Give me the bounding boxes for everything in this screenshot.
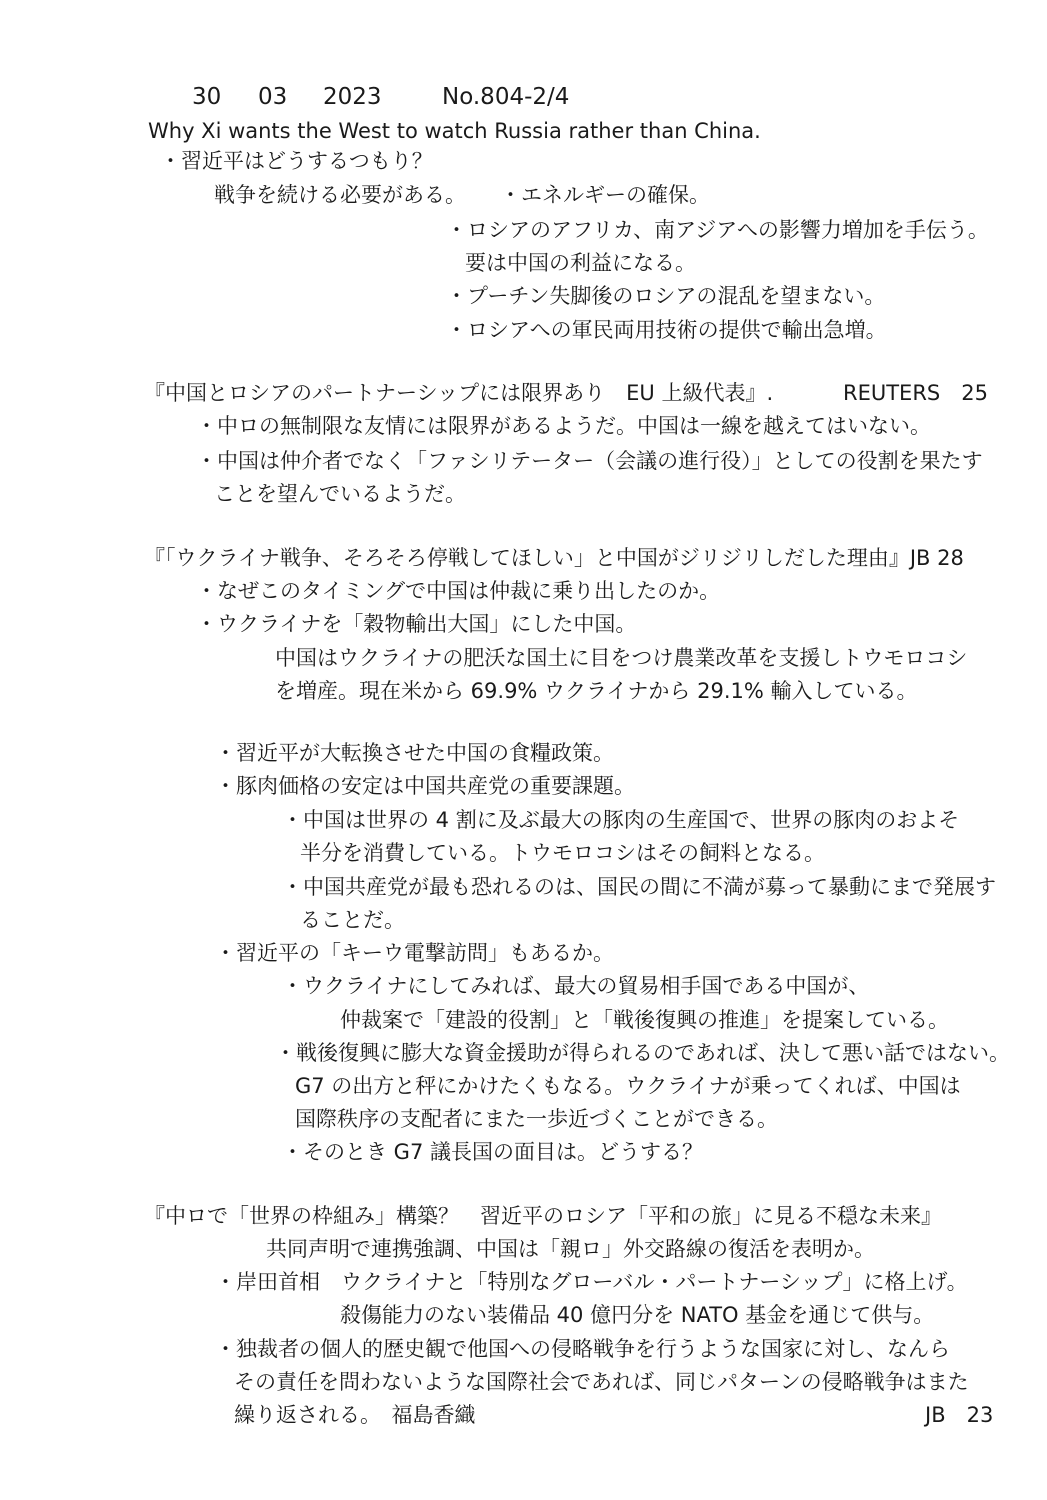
article-title: 『「ウクライナ戦争、そろそろ停戦してほしい」と中国がジリジリしだした理由』JB 28 <box>144 546 964 570</box>
text-line: ・ロシアのアフリカ、南アジアへの影響力増加を手伝う。 <box>446 218 989 242</box>
text-line: G7 の出方と秤にかけたくもなる。ウクライナが乗ってくれば、中国は <box>295 1074 961 1098</box>
text-line: ・独裁者の個人的歴史観で他国への侵略戦争を行うような国家に対し、なんら <box>215 1337 950 1361</box>
text-line: ・中国は世界の 4 割に及ぶ最大の豚肉の生産国で、世界の豚肉のおよそ <box>282 808 960 832</box>
text-line: 半分を消費している。トウモロコシはその飼料となる。 <box>300 841 825 865</box>
document-number: No.804-2/4 <box>442 84 570 110</box>
text-line: 共同声明で連携強調、中国は「親ロ」外交路線の復活を表明か。 <box>266 1237 875 1261</box>
text-line: を増産。現在米から 69.9% ウクライナから 29.1% 輸入している。 <box>275 679 918 703</box>
date-day: 30 <box>192 84 222 110</box>
text-line: ・エネルギーの確保。 <box>500 183 710 207</box>
text-line: ・ウクライナを「穀物輸出大国」にした中国。 <box>196 612 637 636</box>
text-line: ・なぜこのタイミングで中国は仲裁に乗り出したのか。 <box>196 579 721 603</box>
text-line: ・中ロの無制限な友情には限界があるようだ。中国は一線を越えてはいない。 <box>196 414 931 438</box>
date-year: 2023 <box>323 84 382 110</box>
text-line: 国際秩序の支配者にまた一歩近づくことができる。 <box>295 1107 778 1131</box>
text-line: 中国はウクライナの肥沃な国土に目をつけ農業改革を支援しトウモロコシ <box>275 646 968 670</box>
text-line: 要は中国の利益になる。 <box>465 251 696 275</box>
text-line: 殺傷能力のない装備品 40 億円分を NATO 基金を通じて供与。 <box>340 1303 935 1327</box>
text-line: 戦争を続ける必要がある。 <box>214 183 466 207</box>
text-line: 繰り返される。 福島香織 <box>234 1403 476 1427</box>
text-line: ことを望んでいるようだ。 <box>214 482 466 506</box>
article-source: JB 23 <box>925 1403 994 1427</box>
text-line: ・習近平が大転換させた中国の食糧政策。 <box>215 741 614 765</box>
article-source: REUTERS 25 <box>843 381 988 405</box>
text-line: ・岸田首相 ウクライナと「特別なグローバル・パートナーシップ」に格上げ。 <box>215 1270 968 1294</box>
text-line: ・そのとき G7 議長国の面目は。どうする？ <box>282 1140 703 1164</box>
text-line: ・豚肉価格の安定は中国共産党の重要課題。 <box>215 774 635 798</box>
date-month: 03 <box>258 84 288 110</box>
text-line: ・習近平はどうするつもり？ <box>160 149 433 173</box>
english-title: Why Xi wants the West to watch Russia rather than China. <box>148 119 761 143</box>
text-line: ・中国は仲介者でなく「ファシリテーター（会議の進行役）」としての役割を果たす <box>196 449 983 473</box>
text-line: 仲裁案で「建設的役割」と「戦後復興の推進」を提案している。 <box>340 1008 949 1032</box>
text-line: ・習近平の「キーウ電撃訪問」もあるか。 <box>215 941 614 965</box>
text-line: ・プーチン失脚後のロシアの混乱を望まない。 <box>446 284 886 308</box>
text-line: ・ロシアへの軍民両用技術の提供で輸出急増。 <box>446 318 887 342</box>
text-line: その責任を問わないような国際社会であれば、同じパターンの侵略戦争はまた <box>234 1370 969 1394</box>
text-line: ・中国共産党が最も恐れるのは、国民の間に不満が募って暴動にまで発展す <box>282 875 996 899</box>
text-line: ることだ。 <box>300 908 405 932</box>
article-title: 『中ロで「世界の枠組み」構築？ 習近平のロシア「平和の旅」に見る不穏な未来』 <box>144 1204 942 1228</box>
text-line: ・戦後復興に膨大な資金援助が得られるのであれば、決して悪い話ではない。 <box>275 1041 1010 1065</box>
article-title: 『中国とロシアのパートナーシップには限界あり EU 上級代表』. <box>144 381 774 405</box>
text-line: ・ウクライナにしてみれば、最大の貿易相手国である中国が、 <box>282 974 870 998</box>
